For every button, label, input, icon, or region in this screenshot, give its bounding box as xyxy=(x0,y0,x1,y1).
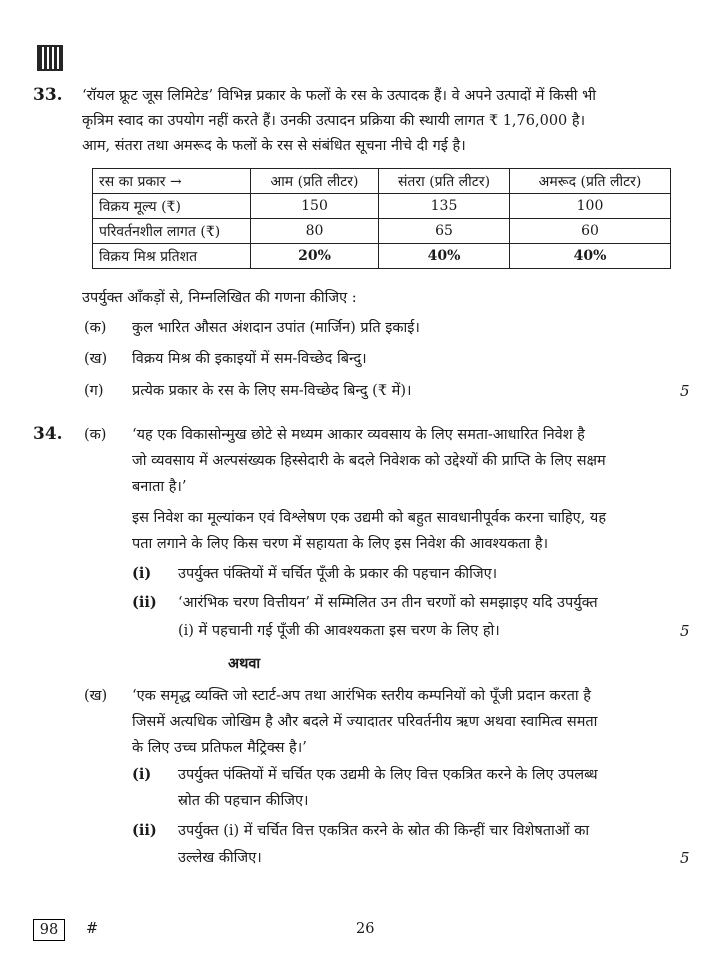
sub-text: स्रोत की पहचान कीजिए। xyxy=(178,793,309,809)
q34a-line: जो व्यवसाय में अल्पसंख्यक हिस्सेदारी के बदले निवेशक को उद्देश्यों की प्राप्ति के लिए सक्षम xyxy=(132,453,606,469)
part-label: (ख) xyxy=(84,351,108,367)
sub-text: उपर्युक्त (i) में चर्चित वित्त एकत्रित करने के स्रोत की किन्हीं चार विशेषताओं का xyxy=(178,823,590,839)
q33-line: ‘रॉयल फ्रूट जूस लिमिटेड’ विभिन्न प्रकार के फलों के रस के उत्पादक हैं। वे अपने उत्पादों में किसी भी xyxy=(82,88,597,104)
q34a-para: पता लगाने के लिए किस चरण में सहायता के लिए इस निवेश की आवश्यकता है। xyxy=(132,536,549,552)
sub-text: उपर्युक्त पंक्तियों में चर्चित एक उद्यमी के लिए वित्त एकत्रित करने के लिए उपलब्ध xyxy=(178,767,598,783)
part-label: (ग) xyxy=(84,383,104,399)
part-label: (क) xyxy=(84,320,107,336)
q34b-line: ‘एक समृद्ध व्यक्ति जो स्टार्ट-अप तथा आरंभिक स्तरीय कम्पनियों को पूँजी प्रदान करता है xyxy=(132,688,591,704)
marks: 5 xyxy=(680,849,690,867)
question-33-number: 33. xyxy=(33,85,63,105)
table-cell: 20% xyxy=(251,244,379,269)
paper-code-box: 98 xyxy=(33,919,65,941)
sub-text: (i) में पहचानी गई पूँजी की आवश्यकता इस चरण के लिए हो। xyxy=(178,623,500,639)
table-header: आम (प्रति लीटर) xyxy=(251,169,379,194)
table-cell: विक्रय मूल्य (₹) xyxy=(93,194,251,219)
part-label: (ख) xyxy=(84,688,108,704)
juice-data-table xyxy=(92,168,671,269)
marks: 5 xyxy=(680,622,690,640)
table-cell: 80 xyxy=(251,219,379,244)
marks: 5 xyxy=(680,382,690,400)
part-text: कुल भारित औसत अंशदान उपांत (मार्जिन) प्रति इकाई। xyxy=(132,320,420,336)
q34a-line: ‘यह एक विकासोन्मुख छोटे से मध्यम आकार व्यवसाय के लिए समता-आधारित निवेश है xyxy=(132,427,585,443)
table-cell: 150 xyxy=(251,194,379,219)
table-cell: 40% xyxy=(379,244,510,269)
q33-intro: उपर्युक्त आँकड़ों से, निम्नलिखित की गणना कीजिए : xyxy=(82,290,357,306)
q33-line: कृत्रिम स्वाद का उपयोग नहीं करते हैं। उनकी उत्पादन प्रक्रिया की स्थायी लागत ₹ 1,76,000 है। xyxy=(82,113,586,129)
q34a-line: बनाता है।’ xyxy=(132,479,187,495)
part-text: विक्रय मिश्र की इकाइयों में सम-विच्छेद बिन्दु। xyxy=(132,351,367,367)
q33-line: आम, संतरा तथा अमरूद के फलों के रस से संबंधित सूचना नीचे दी गई है। xyxy=(82,138,466,154)
table-cell: 135 xyxy=(379,194,510,219)
page-number: 26 xyxy=(356,921,375,937)
or-label: अथवा xyxy=(228,655,261,672)
sub-text: उल्लेख कीजिए। xyxy=(178,850,262,866)
part-label: (क) xyxy=(84,427,107,443)
part-text: प्रत्येक प्रकार के रस के लिए सम-विच्छेद बिन्दु (₹ में)। xyxy=(132,383,412,399)
q34b-line: जिसमें अत्यधिक जोखिम है और बदले में ज्यादातर परिवर्तनीय ऋण अथवा स्वामित्व समता xyxy=(132,714,598,730)
table-header: अमरूद (प्रति लीटर) xyxy=(510,169,671,194)
table-cell: 60 xyxy=(510,219,671,244)
sub-label: (i) xyxy=(132,565,152,582)
table-header-row xyxy=(93,169,671,194)
table-row xyxy=(93,194,671,219)
footer-hash: # xyxy=(86,921,99,937)
table-cell: 65 xyxy=(379,219,510,244)
table-cell: विक्रय मिश्र प्रतिशत xyxy=(93,244,251,269)
sub-text: ‘आरंभिक चरण वित्तीयन’ में सम्मिलित उन तीन चरणों को समझाइए यदि उपर्युक्त xyxy=(178,595,598,611)
sub-label: (ii) xyxy=(132,594,157,611)
table-cell: परिवर्तनशील लागत (₹) xyxy=(93,219,251,244)
table-row xyxy=(93,219,671,244)
sub-label: (i) xyxy=(132,766,152,783)
table-row xyxy=(93,244,671,269)
q34b-line: के लिए उच्च प्रतिफल मैट्रिक्स है।’ xyxy=(132,740,307,756)
sub-text: उपर्युक्त पंक्तियों में चर्चित पूँजी के प्रकार की पहचान कीजिए। xyxy=(178,566,498,582)
qr-code xyxy=(37,45,63,71)
sub-label: (ii) xyxy=(132,822,157,839)
table-cell: 40% xyxy=(510,244,671,269)
q34a-para: इस निवेश का मूल्यांकन एवं विश्लेषण एक उद्यमी को बहुत सावधानीपूर्वक करना चाहिए, यह xyxy=(132,510,607,526)
table-header: संतरा (प्रति लीटर) xyxy=(379,169,510,194)
table-cell: 100 xyxy=(510,194,671,219)
table-header: रस का प्रकार → xyxy=(93,169,251,194)
question-34-number: 34. xyxy=(33,424,63,444)
